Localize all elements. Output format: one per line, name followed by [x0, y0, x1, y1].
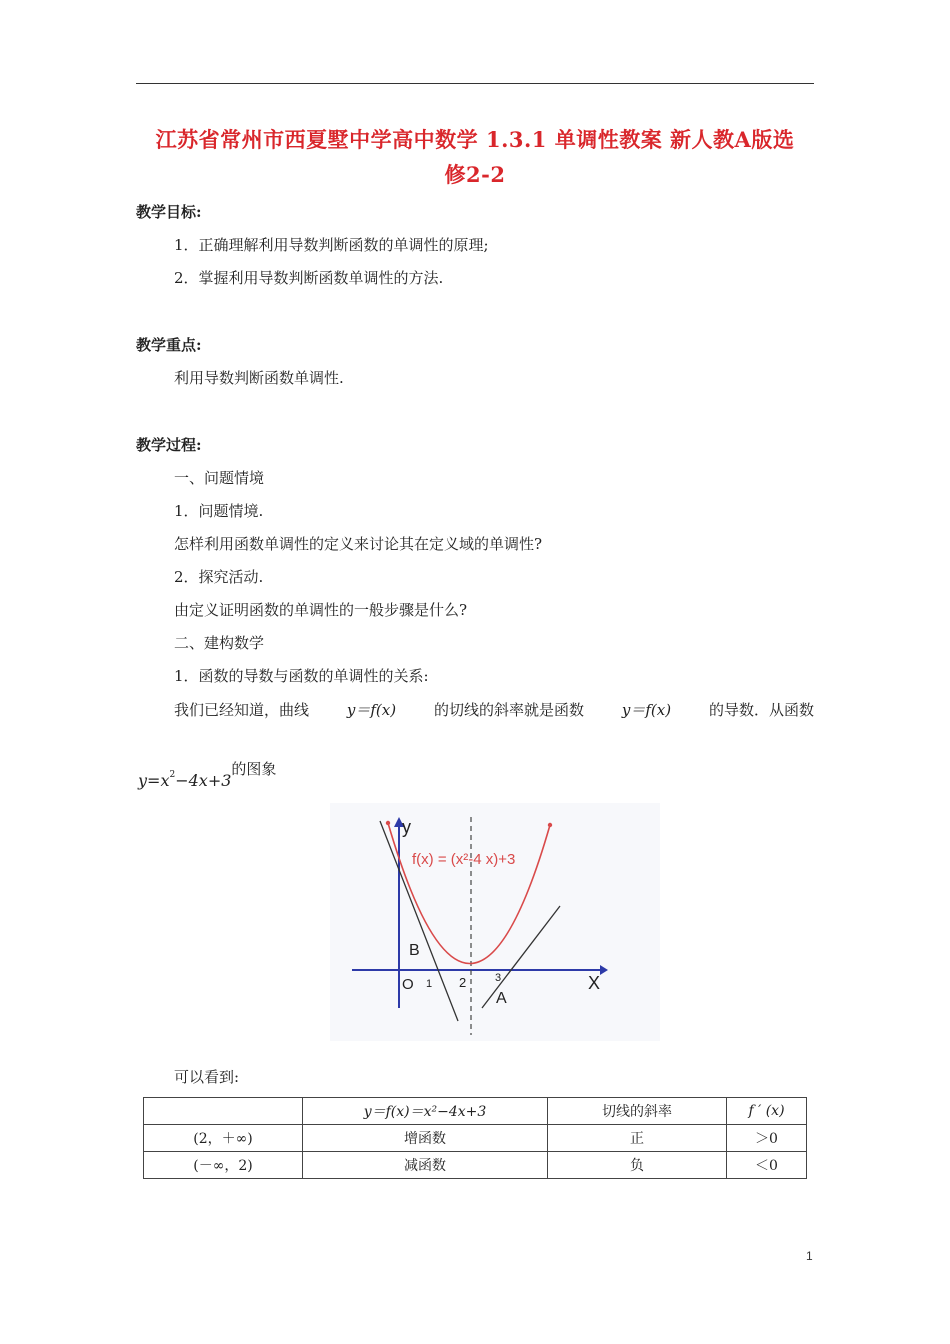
monotonicity-table — [143, 1097, 807, 1179]
graph-background — [330, 803, 660, 1041]
process-line-5: 由定义证明函数的单调性的一般步骤是什么? — [174, 601, 468, 619]
formula-post: −4x+3 — [175, 771, 232, 790]
x-axis-label: X — [588, 973, 601, 993]
table-row — [144, 1152, 807, 1179]
table-cell: 负 — [548, 1152, 727, 1179]
table-header-cell: y＝f(x)＝x²−4x+3 — [303, 1098, 548, 1125]
y-axis-label: y — [402, 817, 411, 837]
table-header-cell — [144, 1098, 303, 1125]
tick-label-3: 3 — [495, 972, 502, 984]
process-heading: 教学过程: — [136, 436, 202, 454]
curve-endpoint-left — [386, 821, 390, 825]
table-cell: 减函数 — [303, 1152, 548, 1179]
process-line-2: 1．问题情境. — [174, 502, 264, 520]
process-line-6: 二、建构数学 — [174, 634, 265, 652]
key-point-heading: 教学重点: — [136, 336, 202, 354]
goal-item-1: 1．正确理解利用导数判断函数的单调性的原理; — [174, 236, 489, 254]
para-math-1: y＝f(x) — [346, 701, 397, 719]
table-header-cell: f ′ (x) — [727, 1098, 807, 1125]
header-rule — [136, 83, 814, 84]
para-word-1: 我们已经知道，曲线 — [174, 701, 310, 719]
curve-endpoint-right — [548, 823, 552, 827]
formula-pre: y=x — [138, 771, 170, 790]
origin-label: O — [402, 976, 414, 993]
process-line-1: 一、问题情境 — [174, 469, 265, 487]
key-point-text: 利用导数判断函数单调性. — [174, 369, 344, 387]
tick-label-2: 2 — [459, 975, 467, 990]
observation-text: 可以看到: — [174, 1068, 240, 1086]
para-word-3: 的导数．从函数 — [708, 701, 814, 719]
formula-exponent: 2 — [169, 770, 176, 780]
table-cell: (－∞，2) — [144, 1152, 303, 1179]
point-b-label: B — [409, 942, 420, 959]
table-row — [144, 1125, 807, 1152]
table-cell: 增函数 — [303, 1125, 548, 1152]
table-header-cell: 切线的斜率 — [548, 1098, 727, 1125]
goals-heading: 教学目标: — [136, 203, 202, 221]
table-cell: ＞0 — [727, 1125, 807, 1152]
document-title-line1: 江苏省常州市西夏墅中学高中数学 1.3.1 单调性教案 新人教A版选 — [155, 127, 795, 152]
point-a-label: A — [496, 990, 507, 1007]
process-line-4: 2．探究活动. — [174, 568, 264, 586]
process-line-7: 1．函数的导数与函数的单调性的关系: — [174, 667, 429, 685]
function-graph — [330, 803, 660, 1041]
function-formula — [138, 758, 276, 790]
page-number: 1 — [806, 1249, 813, 1263]
table-cell: ＜0 — [727, 1152, 807, 1179]
table-cell: 正 — [548, 1125, 727, 1152]
para-word-2: 的切线的斜率就是函数 — [433, 701, 584, 719]
goal-item-2: 2．掌握利用导数判断函数单调性的方法. — [174, 269, 444, 287]
function-label: f(x) = (x²-4 x)+3 — [412, 851, 516, 868]
table-header-row — [144, 1098, 807, 1125]
table-cell: (2，＋∞) — [144, 1125, 303, 1152]
para-math-2: y＝f(x) — [621, 701, 672, 719]
derivative-paragraph — [174, 699, 814, 720]
document-title-line2: 修2-2 — [444, 162, 506, 187]
process-line-3: 怎样利用函数单调性的定义来讨论其在定义域的单调性? — [174, 535, 543, 553]
formula-tail: 的图象 — [231, 760, 277, 778]
tick-label-1: 1 — [426, 978, 433, 990]
